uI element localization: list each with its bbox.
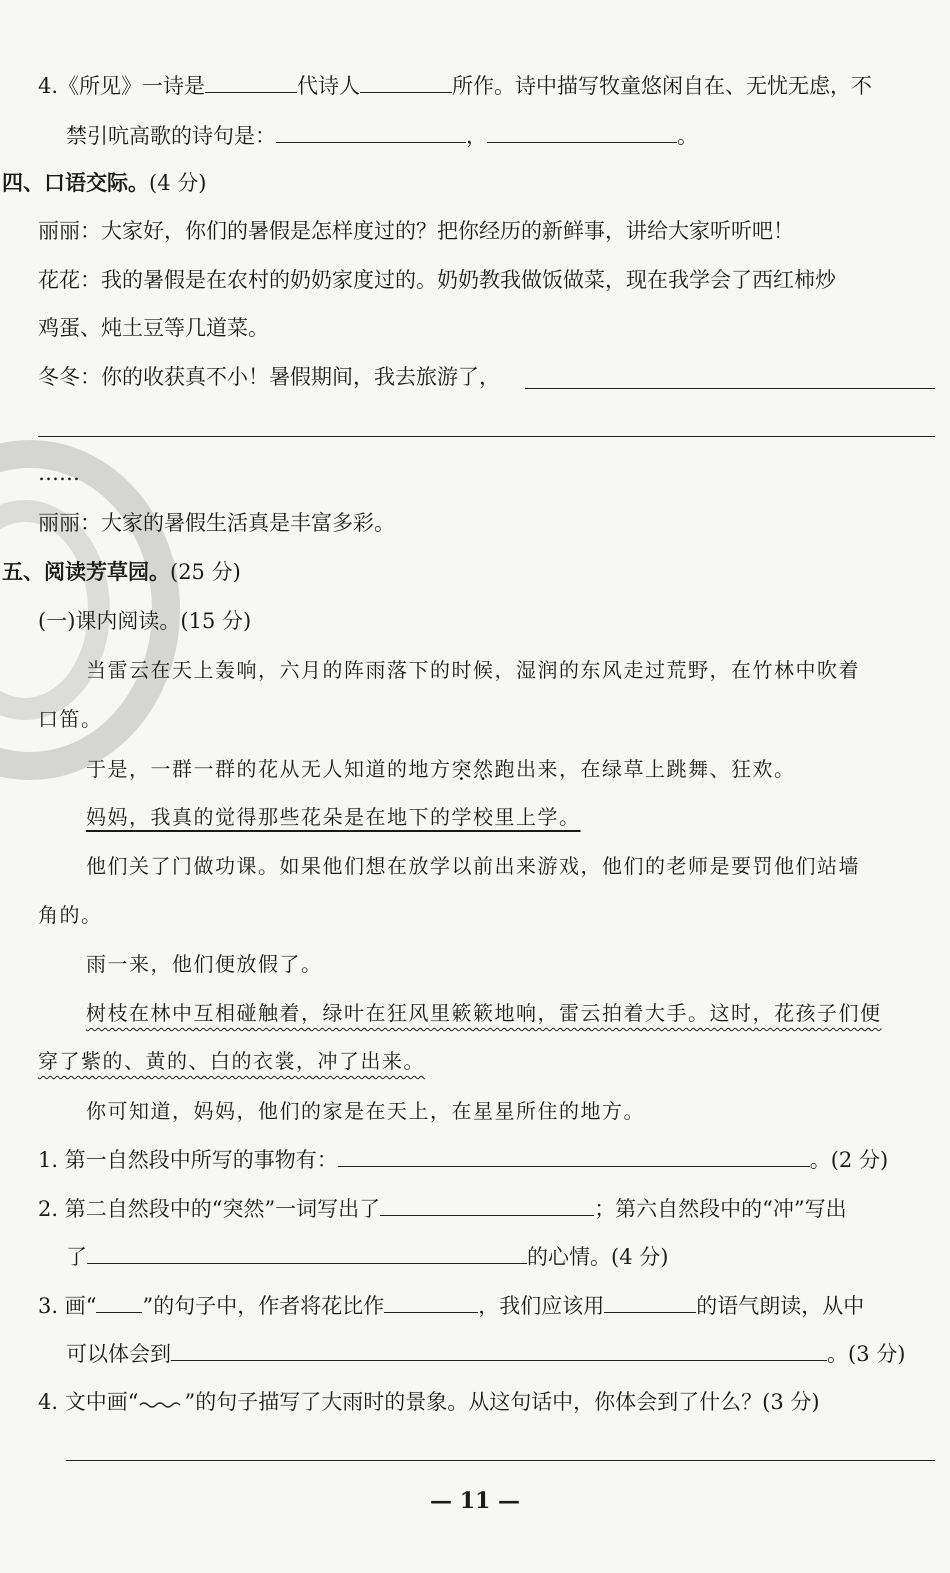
passage-paragraph-7: 你可知道，妈妈，他们的家是在天上，在星星所住的地方。	[86, 1099, 645, 1123]
answer-blank-q3b[interactable]	[604, 1290, 696, 1313]
poem-text: 代诗人	[297, 74, 361, 98]
question-text: 了	[66, 1245, 87, 1269]
dynasty-blank[interactable]	[205, 70, 297, 93]
question-text: 。(3 分)	[827, 1342, 906, 1366]
dialogue-huahua-1: 花花：我的暑假是在农村的奶奶家度过的。奶奶教我做饭做菜，现在我学会了西红柿炒	[38, 268, 836, 292]
poem-line-blank-2[interactable]	[487, 120, 677, 143]
dialogue-lili-1: 丽丽：大家好，你们的暑假是怎样度过的？把你经历的新鲜事，讲给大家听听吧！	[38, 219, 794, 243]
passage-paragraph-6b	[38, 1046, 425, 1076]
emphasis-word: 然	[473, 757, 495, 781]
question-text: 1. 第一自然段中所写的事物有：	[38, 1148, 338, 1172]
ellipsis: ……	[38, 461, 80, 485]
section-score: (4 分)	[149, 171, 207, 195]
poem-text: ，	[466, 124, 487, 148]
question-text: ”的句子中，作者将花比作	[142, 1294, 385, 1318]
poem-line-blank-1[interactable]	[276, 120, 466, 143]
passage-paragraph-4b: 角的。	[38, 903, 103, 927]
wavy-underlined-sentence: 树枝在林中互相碰触着，绿叶在狂风里簌簌地响，雷云拍着大手。这时，花孩子们便	[86, 1001, 882, 1025]
answer-blank-q3c[interactable]	[171, 1338, 827, 1361]
dialogue-huahua-2: 鸡蛋、炖土豆等几道菜。	[38, 316, 269, 340]
answer-line-q4[interactable]	[66, 1460, 935, 1461]
question-text: ；第六自然段中的“冲”写出	[594, 1197, 847, 1221]
poem-question-line2	[66, 120, 698, 151]
section-title: 五、阅读芳草园。	[2, 559, 170, 584]
dialogue-text: 冬冬：你的收获真不小！暑假期间，我去旅游了，	[38, 365, 500, 389]
answer-blank-q2a[interactable]	[380, 1193, 594, 1216]
question-2-line2	[66, 1241, 668, 1272]
section5-heading	[2, 557, 241, 587]
question-3-line1	[38, 1290, 864, 1321]
straight-line-symbol	[96, 1290, 142, 1313]
emphasis-word: 突	[451, 757, 473, 781]
question-text: 的语气朗读，从中	[696, 1294, 865, 1318]
section4-heading	[2, 168, 206, 198]
passage-paragraph-1a: 当雷云在天上轰响，六月的阵雨落下的时候，湿润的东风走过荒野，在竹林中吹着	[86, 658, 860, 682]
wavy-line-symbol	[138, 1389, 184, 1419]
answer-blank-q1[interactable]	[338, 1144, 810, 1167]
poem-text: 。	[677, 124, 698, 148]
wavy-underlined-sentence: 穿了紫的、黄的、白的衣裳，冲了出来。	[38, 1049, 425, 1073]
answer-blank-q3a[interactable]	[384, 1290, 478, 1313]
question-text: ”的句子描写了大雨时的景象。从这句话中，你体会到了什么？(3 分)	[184, 1390, 820, 1414]
poem-question-line1	[38, 70, 872, 101]
question-text: 可以体会到	[66, 1342, 171, 1366]
poem-text: 所作。诗中描写牧童悠闲自在、无忧无虑，不	[452, 74, 873, 98]
question-text: 2. 第二自然段中的“突然”一词写出了	[38, 1197, 381, 1221]
question-1	[38, 1144, 888, 1175]
question-text: 4. 文中画“	[38, 1390, 139, 1414]
passage-paragraph-6a	[86, 998, 882, 1028]
question-text: 3. 画“	[38, 1294, 97, 1318]
passage-text: 于是，一群一群的花从无人知道的地方	[86, 757, 452, 781]
question-2-line1	[38, 1193, 847, 1224]
page-number: — 11 —	[430, 1488, 520, 1514]
question-text: 的心情。(4 分)	[527, 1245, 669, 1269]
dialogue-lili-2: 丽丽：大家的暑假生活真是丰富多彩。	[38, 511, 395, 535]
answer-line-dongdong[interactable]	[525, 388, 935, 389]
section-title: 四、口语交际。	[2, 170, 149, 195]
poem-text: 禁引吭高歌的诗句是：	[66, 124, 276, 148]
passage-text: 跑出来，在绿草上跳舞、狂欢。	[494, 757, 796, 781]
passage-paragraph-1b: 口笛。	[38, 707, 103, 731]
question-text: 。(2 分)	[809, 1148, 889, 1172]
underlined-sentence: 妈妈，我真的觉得那些花朵是在地下的学校里上学。	[86, 805, 581, 829]
question-text: ，我们应该用	[478, 1294, 605, 1318]
dialogue-dongdong	[38, 362, 500, 392]
passage-paragraph-3	[86, 802, 581, 832]
question-3-line2	[66, 1338, 905, 1369]
passage-paragraph-4a: 他们关了门做功课。如果他们想在放学以前出来游戏，他们的老师是要罚他们站墙	[86, 854, 860, 878]
passage-paragraph-2	[86, 754, 796, 784]
passage-paragraph-5: 雨一来，他们便放假了。	[86, 952, 323, 976]
poem-text: 4.《所见》一诗是	[38, 74, 206, 98]
answer-blank-q2b[interactable]	[87, 1241, 527, 1264]
section-score: (25 分)	[170, 560, 241, 584]
poet-blank[interactable]	[360, 70, 452, 93]
question-4	[38, 1387, 820, 1419]
subsection-title: (一)课内阅读。(15 分)	[38, 609, 252, 633]
answer-line-dongdong-2[interactable]	[38, 436, 935, 437]
